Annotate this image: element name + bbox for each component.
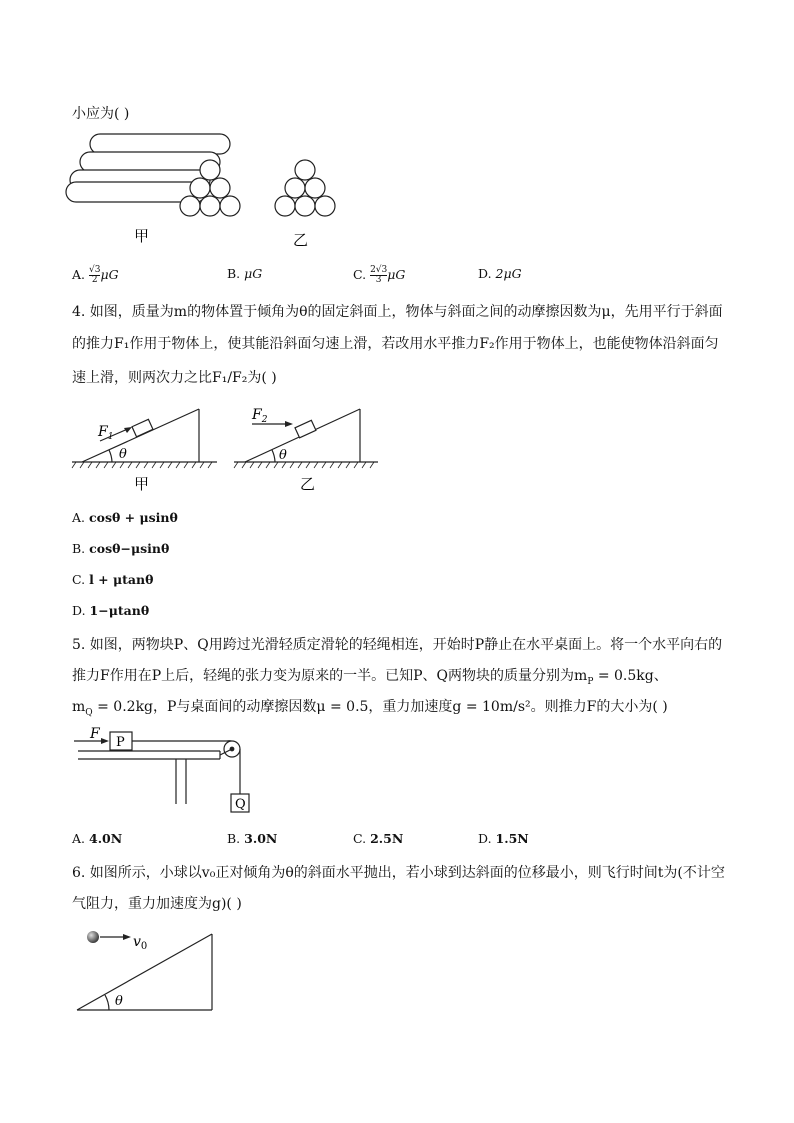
- q6-figure: [74, 926, 219, 1016]
- projectile-incline-diagram: [74, 926, 219, 1016]
- force-label-f2: $F_2$: [252, 407, 268, 425]
- block-label-q: Q: [235, 797, 246, 812]
- force-label-f1: $F_1$: [98, 424, 114, 442]
- velocity-label: $v_0$: [133, 934, 148, 952]
- q5-option-c[interactable]: C. 2.5N: [353, 831, 404, 846]
- q4-stem-line2: 的推力F₁作用于物体上，使其能沿斜面匀速上滑，若改用水平推力F₂作用于物体上，也能使物体沿斜面匀: [72, 336, 719, 352]
- angle-label-theta: θ: [115, 994, 123, 1009]
- fig-label-jia: 甲: [134, 475, 150, 493]
- q5-stem-line1: 5. 如图，两物块P、Q用跨过光滑轻质定滑轮的轻绳相连，开始时P静止在水平桌面上。将一个水平向右的: [72, 637, 723, 653]
- fig-label-yi: 乙: [293, 231, 309, 249]
- q3-option-d[interactable]: D. 2μG: [478, 266, 522, 281]
- q4-stem-line3: 速上滑，则两次力之比F₁/F₂为( ): [72, 370, 277, 386]
- angle-label-theta-right: θ: [279, 448, 287, 463]
- q3-option-c[interactable]: C. $\frac{2√3}{3}$ μG: [353, 265, 406, 285]
- q4-option-b[interactable]: B. cosθ−μsinθ: [72, 541, 170, 556]
- force-label-f: F: [90, 726, 100, 742]
- q4-stem-line1: 4. 如图，质量为m的物体置于倾角为θ的固定斜面上，物体与斜面之间的动摩擦因数为μ，先用平行于斜面: [72, 304, 723, 320]
- q4-option-d[interactable]: D. 1−μtanθ: [72, 603, 150, 618]
- q5-stem-line2: 推力F作用在P上后，轻绳的张力变为原来的一半。已知P、Q两物块的质量分别为$m_P = 0.5kg$、: [72, 668, 668, 687]
- q3-option-a[interactable]: A. $\frac{√3}{2}$ μG: [72, 265, 119, 285]
- q3-stem-tail: 小应为( ): [72, 106, 130, 122]
- pulley-diagram: [72, 728, 272, 820]
- q5-option-d[interactable]: D. 1.5N: [478, 831, 529, 846]
- fig-label-jia: 甲: [134, 227, 150, 245]
- q5-figure: [72, 728, 272, 820]
- angle-label-theta-left: θ: [119, 447, 127, 462]
- q3-option-b[interactable]: B. μG: [227, 266, 263, 281]
- stacked-logs-diagram: [70, 128, 350, 248]
- q3-figure: [70, 128, 350, 248]
- block-label-p: P: [116, 735, 125, 750]
- q4-option-c[interactable]: C. l + μtanθ: [72, 572, 154, 587]
- q6-stem-line1: 6. 如图所示，小球以v₀正对倾角为θ的斜面水平抛出，若小球到达斜面的位移最小，则飞行时间t为(不计空: [72, 865, 725, 881]
- q5-option-b[interactable]: B. 3.0N: [227, 831, 278, 846]
- ball-icon: [87, 931, 99, 943]
- fraction: $\frac{2√3}{3}$: [370, 265, 388, 285]
- fig-label-yi: 乙: [300, 475, 316, 493]
- incline-diagrams: [72, 402, 382, 494]
- q4-figure: [72, 402, 382, 494]
- q5-stem-line3: $m_Q = 0.2kg$，P与桌面间的动摩擦因数μ = 0.5，重力加速度g = 10m/s²。则推力F的大小为( ): [72, 699, 668, 718]
- fraction: $\frac{√3}{2}$: [89, 265, 101, 285]
- q5-option-a[interactable]: A. 4.0N: [72, 831, 123, 846]
- q4-option-a[interactable]: A. cosθ + μsinθ: [72, 510, 178, 525]
- q6-stem-line2: 气阻力，重力加速度为g)( ): [72, 896, 242, 912]
